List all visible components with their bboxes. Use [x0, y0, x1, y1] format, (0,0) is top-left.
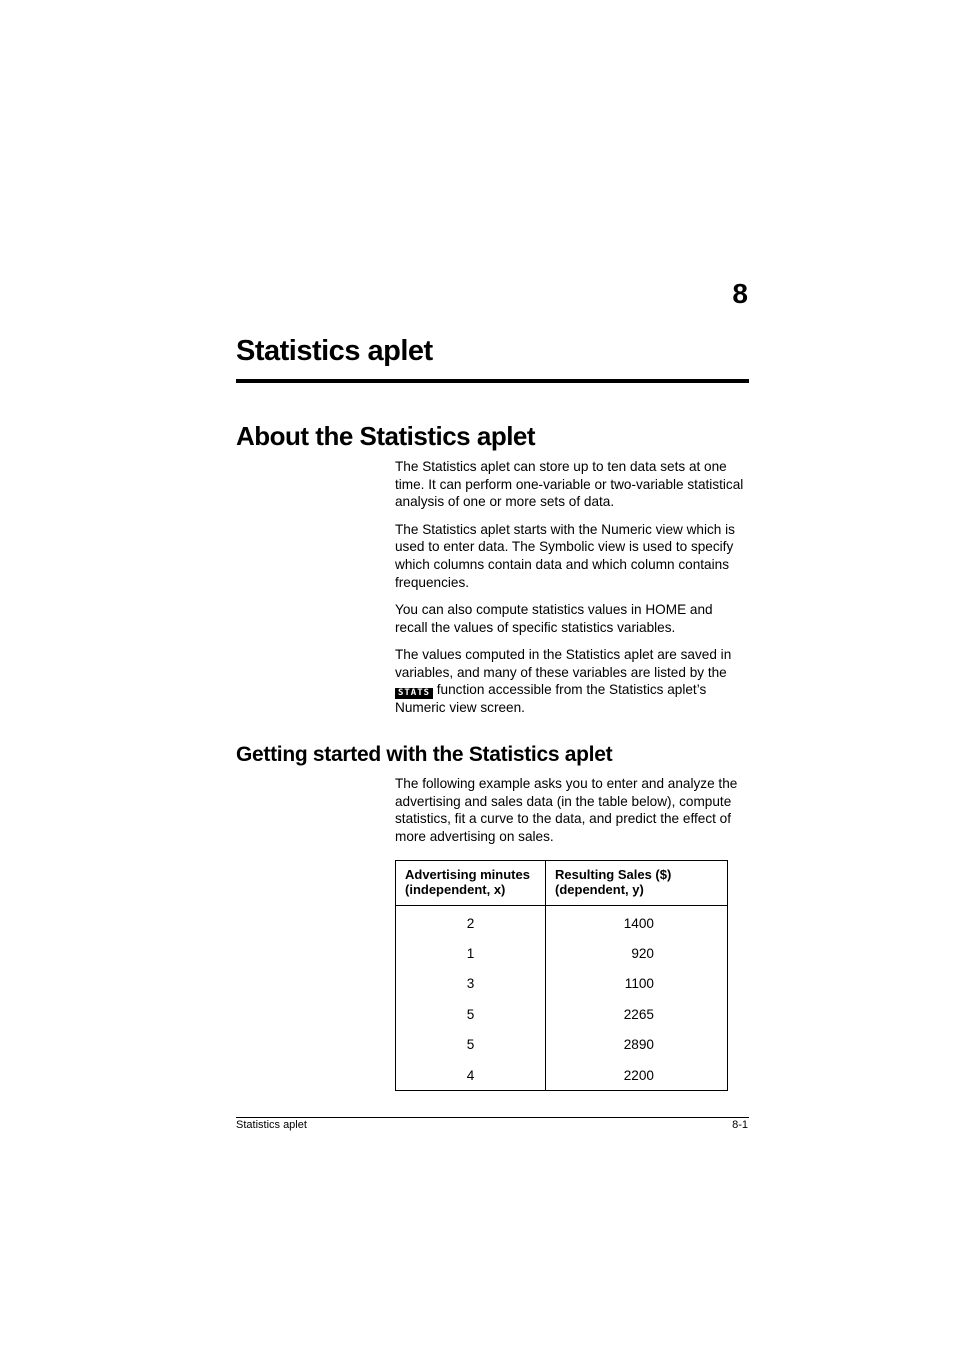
cell-x: 5 — [396, 1030, 546, 1060]
about-paragraph: The Statistics aplet can store up to ten data sets at one time. It can perform one-variable or two-variable statistical analysis of one or more sets of data. — [395, 459, 744, 510]
section-heading-about: About the Statistics aplet — [236, 421, 536, 451]
about-paragraph: You can also compute statistics values in HOME and recall the values of specific statistics variables. — [395, 601, 713, 635]
cell-x: 4 — [396, 1060, 546, 1091]
about-body — [395, 458, 747, 726]
getting-started-paragraph: The following example asks you to enter and analyze the advertising and sales data (in the table below), compute statistics, fit a curve to the data, and predict the effect of more advertising on sales. — [395, 776, 738, 845]
chapter-number: 8 — [732, 278, 748, 309]
getting-started-body — [395, 775, 747, 855]
cell-x: 5 — [396, 999, 546, 1029]
paragraph-text-after: function accessible from the Statistics aplet’s Numeric view screen. — [395, 682, 707, 716]
paragraph-text-before: The values computed in the Statistics aplet are saved in variables, and many of these variables are listed by the — [395, 646, 732, 680]
table-header-row — [396, 861, 728, 906]
footer-divider — [236, 1117, 749, 1118]
cell-y: 2265 — [546, 999, 728, 1029]
header-x — [396, 861, 546, 906]
footer-chapter-title: Statistics aplet — [236, 1119, 307, 1131]
table-row — [396, 938, 728, 968]
table-row — [396, 906, 728, 939]
header-y — [546, 861, 728, 906]
chapter-divider — [236, 379, 749, 383]
cell-y: 1100 — [546, 969, 728, 999]
header-y-line2: (dependent, y) — [555, 882, 644, 897]
cell-x: 1 — [396, 938, 546, 968]
table-row — [396, 1030, 728, 1060]
cell-y: 1400 — [546, 906, 728, 939]
about-paragraph: The Statistics aplet starts with the Numeric view which is used to enter data. The Symbolic view is used to specify which columns contain data and which column contains frequencies. — [395, 521, 735, 590]
footer-page-number: 8-1 — [732, 1119, 748, 1131]
section-heading-getting-started: Getting started with the Statistics aplet — [236, 743, 613, 766]
cell-x: 3 — [396, 969, 546, 999]
chapter-title: Statistics aplet — [236, 335, 433, 367]
cell-y: 2200 — [546, 1060, 728, 1091]
header-x-line2: (independent, x) — [405, 882, 506, 897]
advertising-sales-table — [395, 860, 728, 1091]
about-paragraph-stats — [395, 646, 747, 717]
table-row — [396, 999, 728, 1029]
cell-y: 2890 — [546, 1030, 728, 1060]
table-row — [396, 969, 728, 999]
header-y-line1: Resulting Sales ($) — [555, 867, 672, 882]
cell-x: 2 — [396, 906, 546, 939]
stats-key-icon: STATS — [395, 688, 433, 699]
table-row — [396, 1060, 728, 1091]
header-x-line1: Advertising minutes — [405, 867, 530, 882]
cell-y: 920 — [546, 938, 728, 968]
